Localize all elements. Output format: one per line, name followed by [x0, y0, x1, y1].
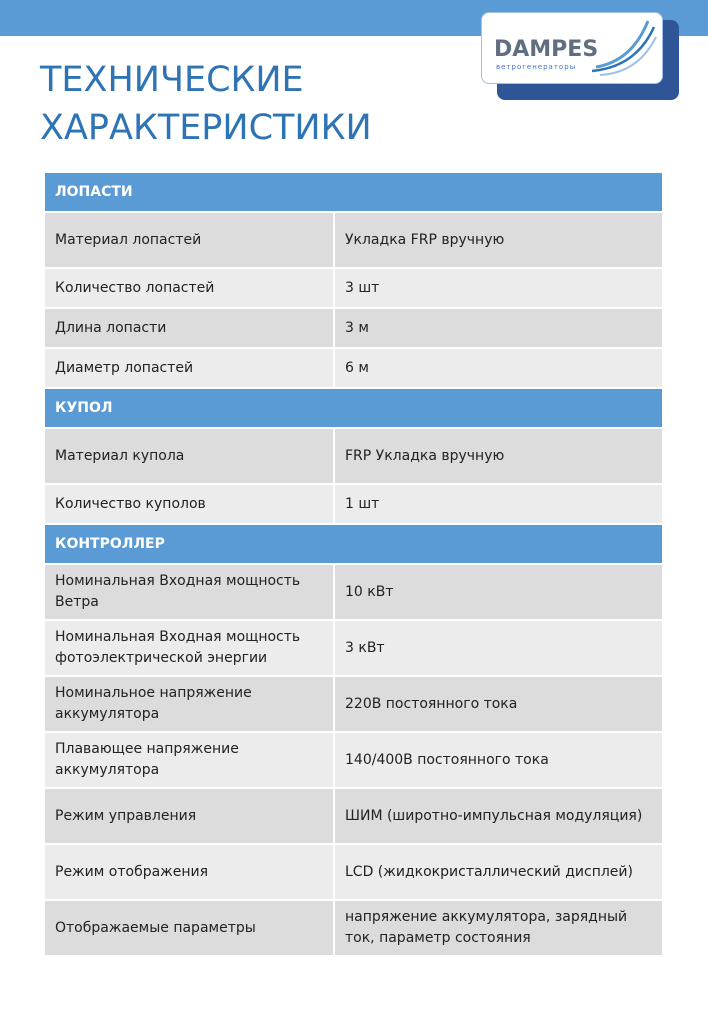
spec-value: 3 шт [333, 269, 662, 307]
table-row [45, 677, 662, 731]
spec-label: Режим управления [45, 789, 333, 843]
table-row [45, 565, 662, 619]
spec-label: Количество лопастей [45, 269, 333, 307]
spec-value: 3 м [333, 309, 662, 347]
table-row [45, 485, 662, 523]
table-row [45, 845, 662, 899]
spec-value: 140/400В постоянного тока [333, 733, 662, 787]
spec-label: Отображаемые параметры [45, 901, 333, 955]
spec-label: Номинальное напряжение аккумулятора [45, 677, 333, 731]
spec-value: 3 кВт [333, 621, 662, 675]
spec-value: 1 шт [333, 485, 662, 523]
table-row [45, 349, 662, 387]
section-header-blades [45, 173, 662, 211]
wind-swoosh-icon [592, 17, 658, 79]
section-title: КУПОЛ [45, 389, 662, 427]
table-row [45, 429, 662, 483]
table-row [45, 733, 662, 787]
spec-label: Номинальная Входная мощность Ветра [45, 565, 333, 619]
spec-label: Длина лопасти [45, 309, 333, 347]
spec-value: ШИМ (широтно-импульсная модуляция) [333, 789, 662, 843]
spec-value: 6 м [333, 349, 662, 387]
company-logo [481, 12, 663, 84]
spec-value: 220В постоянного тока [333, 677, 662, 731]
spec-value: LCD (жидкокристаллический дисплей) [333, 845, 662, 899]
section-header-dome [45, 389, 662, 427]
logo-name: DAMPES [494, 37, 599, 62]
spec-value: 10 кВт [333, 565, 662, 619]
table-row [45, 621, 662, 675]
spec-label: Материал купола [45, 429, 333, 483]
spec-label: Режим отображения [45, 845, 333, 899]
specs-table [45, 171, 662, 957]
spec-label: Материал лопастей [45, 213, 333, 267]
spec-label: Диаметр лопастей [45, 349, 333, 387]
table-row [45, 789, 662, 843]
spec-label: Плавающее напряжение аккумулятора [45, 733, 333, 787]
table-row [45, 901, 662, 955]
spec-value: Укладка FRP вручную [333, 213, 662, 267]
spec-label: Количество куполов [45, 485, 333, 523]
table-row [45, 213, 662, 267]
table-row [45, 269, 662, 307]
section-title: ЛОПАСТИ [45, 173, 662, 211]
section-title: КОНТРОЛЛЕР [45, 525, 662, 563]
spec-value: напряжение аккумулятора, зарядный ток, параметр состояния [333, 901, 662, 955]
page-title [40, 56, 372, 152]
section-header-controller [45, 525, 662, 563]
table-row [45, 309, 662, 347]
page-title-line-1: ТЕХНИЧЕСКИЕ [40, 60, 304, 100]
page-title-line-2: ХАРАКТЕРИСТИКИ [40, 108, 372, 148]
logo-tagline: ветрогенераторы [496, 63, 577, 71]
spec-value: FRP Укладка вручную [333, 429, 662, 483]
spec-label: Номинальная Входная мощность фотоэлектрической энергии [45, 621, 333, 675]
